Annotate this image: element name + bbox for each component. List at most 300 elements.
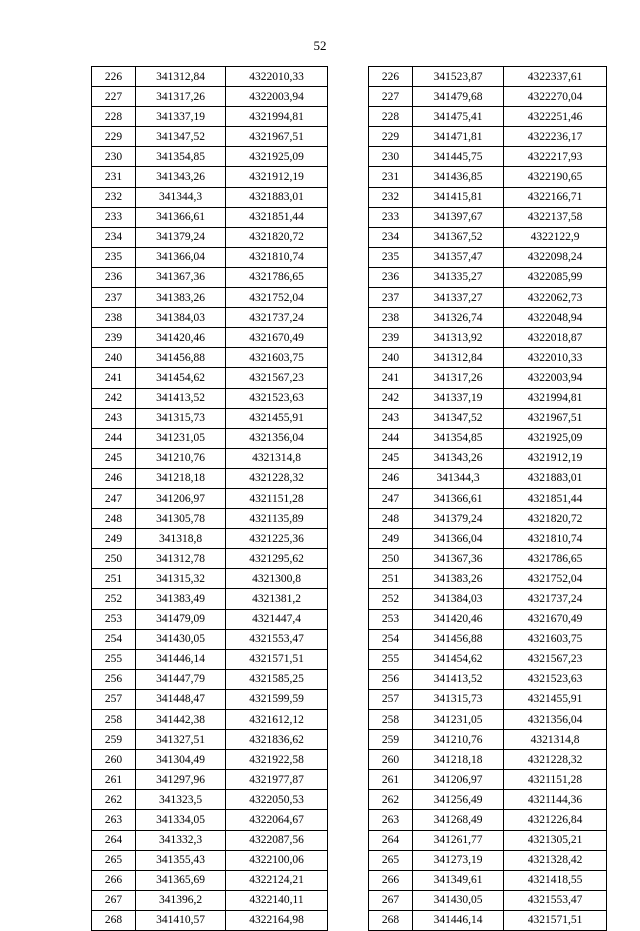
- x-coordinate-cell: 341305,78: [136, 509, 226, 529]
- x-coordinate-cell: 341454,62: [413, 649, 504, 669]
- point-number-cell: 267: [92, 890, 136, 910]
- table-row: [369, 910, 607, 930]
- y-coordinate-cell: 4321994,81: [226, 107, 328, 127]
- table-row: [92, 810, 328, 830]
- point-number-cell: 260: [92, 750, 136, 770]
- point-number-cell: 234: [92, 227, 136, 247]
- table-row: [92, 167, 328, 187]
- y-coordinate-cell: 4322137,58: [504, 207, 607, 227]
- y-coordinate-cell: 4321553,47: [226, 629, 328, 649]
- y-coordinate-cell: 4322062,73: [504, 288, 607, 308]
- table-row: [92, 448, 328, 468]
- y-coordinate-cell: 4321851,44: [226, 207, 328, 227]
- y-coordinate-cell: 4321567,23: [226, 368, 328, 388]
- x-coordinate-cell: 341268,49: [413, 810, 504, 830]
- table-row: [92, 127, 328, 147]
- point-number-cell: 239: [92, 328, 136, 348]
- x-coordinate-cell: 341206,97: [413, 770, 504, 790]
- x-coordinate-cell: 341475,41: [413, 107, 504, 127]
- table-row: [92, 629, 328, 649]
- y-coordinate-cell: 4321737,24: [504, 589, 607, 609]
- y-coordinate-cell: 4321226,84: [504, 810, 607, 830]
- point-number-cell: 252: [92, 589, 136, 609]
- table-row: [369, 348, 607, 368]
- point-number-cell: 242: [369, 388, 413, 408]
- x-coordinate-cell: 341384,03: [136, 308, 226, 328]
- point-number-cell: 230: [369, 147, 413, 167]
- x-coordinate-cell: 341397,67: [413, 207, 504, 227]
- point-number-cell: 226: [369, 67, 413, 87]
- x-coordinate-cell: 341413,52: [136, 388, 226, 408]
- point-number-cell: 266: [92, 870, 136, 890]
- table-row: [369, 730, 607, 750]
- page-number: 52: [313, 38, 327, 53]
- x-coordinate-cell: 341479,68: [413, 87, 504, 107]
- table-row: [369, 750, 607, 770]
- y-coordinate-cell: 4321585,25: [226, 669, 328, 689]
- table-row: [92, 710, 328, 730]
- y-coordinate-cell: 4321922,58: [226, 750, 328, 770]
- y-coordinate-cell: 4321314,8: [226, 448, 328, 468]
- y-coordinate-cell: 4321810,74: [504, 529, 607, 549]
- x-coordinate-cell: 341456,88: [413, 629, 504, 649]
- table-row: [92, 187, 328, 207]
- table-row: [369, 288, 607, 308]
- point-number-cell: 266: [369, 870, 413, 890]
- y-coordinate-cell: 4321612,12: [226, 710, 328, 730]
- table-row: [92, 589, 328, 609]
- table-row: [369, 167, 607, 187]
- y-coordinate-cell: 4321225,36: [226, 529, 328, 549]
- y-coordinate-cell: 4321925,09: [226, 147, 328, 167]
- x-coordinate-cell: 341326,74: [413, 308, 504, 328]
- x-coordinate-cell: 341367,52: [413, 227, 504, 247]
- point-number-cell: 241: [369, 368, 413, 388]
- x-coordinate-cell: 341327,51: [136, 730, 226, 750]
- point-number-cell: 246: [92, 468, 136, 488]
- x-coordinate-cell: 341448,47: [136, 689, 226, 709]
- x-coordinate-cell: 341471,81: [413, 127, 504, 147]
- point-number-cell: 263: [92, 810, 136, 830]
- x-coordinate-cell: 341318,8: [136, 529, 226, 549]
- point-number-cell: 251: [369, 569, 413, 589]
- point-number-cell: 229: [92, 127, 136, 147]
- table-row: [92, 750, 328, 770]
- y-coordinate-cell: 4321836,62: [226, 730, 328, 750]
- point-number-cell: 251: [92, 569, 136, 589]
- table-row: [369, 509, 607, 529]
- table-row: [92, 509, 328, 529]
- y-coordinate-cell: 4322270,04: [504, 87, 607, 107]
- table-row: [92, 910, 328, 930]
- y-coordinate-cell: 4321883,01: [504, 468, 607, 488]
- y-coordinate-cell: 4321912,19: [226, 167, 328, 187]
- x-coordinate-cell: 341383,49: [136, 589, 226, 609]
- y-coordinate-cell: 4322085,99: [504, 267, 607, 287]
- point-number-cell: 227: [92, 87, 136, 107]
- point-number-cell: 256: [92, 669, 136, 689]
- point-number-cell: 235: [369, 247, 413, 267]
- table-row: [92, 147, 328, 167]
- point-number-cell: 231: [92, 167, 136, 187]
- x-coordinate-cell: 341210,76: [413, 730, 504, 750]
- y-coordinate-cell: 4322190,65: [504, 167, 607, 187]
- x-coordinate-cell: 341354,85: [413, 428, 504, 448]
- point-number-cell: 244: [92, 428, 136, 448]
- y-coordinate-cell: 4321786,65: [226, 267, 328, 287]
- y-coordinate-cell: 4321300,8: [226, 569, 328, 589]
- x-coordinate-cell: 341273,19: [413, 850, 504, 870]
- point-number-cell: 268: [92, 910, 136, 930]
- table-row: [369, 468, 607, 488]
- x-coordinate-cell: 341343,26: [136, 167, 226, 187]
- table-row: [369, 890, 607, 910]
- table-row: [92, 87, 328, 107]
- point-number-cell: 239: [369, 328, 413, 348]
- table-row: [92, 107, 328, 127]
- table-row: [92, 830, 328, 850]
- x-coordinate-cell: 341315,32: [136, 569, 226, 589]
- point-number-cell: 242: [92, 388, 136, 408]
- x-coordinate-cell: 341442,38: [136, 710, 226, 730]
- table-row: [92, 569, 328, 589]
- point-number-cell: 259: [369, 730, 413, 750]
- x-coordinate-cell: 341297,96: [136, 770, 226, 790]
- x-coordinate-cell: 341379,24: [136, 227, 226, 247]
- x-coordinate-cell: 341261,77: [413, 830, 504, 850]
- coordinates-table-right: [368, 66, 607, 931]
- y-coordinate-cell: 4321314,8: [504, 730, 607, 750]
- x-coordinate-cell: 341523,87: [413, 67, 504, 87]
- point-number-cell: 226: [92, 67, 136, 87]
- point-number-cell: 237: [369, 288, 413, 308]
- point-number-cell: 232: [92, 187, 136, 207]
- table-row: [92, 529, 328, 549]
- table-row: [369, 147, 607, 167]
- point-number-cell: 250: [92, 549, 136, 569]
- table-row: [369, 770, 607, 790]
- table-row: [369, 428, 607, 448]
- y-coordinate-cell: 4321977,87: [226, 770, 328, 790]
- point-number-cell: 236: [92, 267, 136, 287]
- y-coordinate-cell: 4321994,81: [504, 388, 607, 408]
- table-row: [369, 87, 607, 107]
- table-row: [92, 730, 328, 750]
- table-row: [92, 388, 328, 408]
- point-number-cell: 267: [369, 890, 413, 910]
- y-coordinate-cell: 4321151,28: [226, 488, 328, 508]
- y-coordinate-cell: 4322337,61: [504, 67, 607, 87]
- x-coordinate-cell: 341366,04: [136, 247, 226, 267]
- y-coordinate-cell: 4321599,59: [226, 689, 328, 709]
- x-coordinate-cell: 341210,76: [136, 448, 226, 468]
- table-row: [369, 488, 607, 508]
- table-row: [369, 388, 607, 408]
- table-row: [369, 790, 607, 810]
- table-row: [92, 609, 328, 629]
- y-coordinate-cell: 4322217,93: [504, 147, 607, 167]
- x-coordinate-cell: 341357,47: [413, 247, 504, 267]
- table-row: [92, 890, 328, 910]
- x-coordinate-cell: 341334,05: [136, 810, 226, 830]
- table-row: [92, 67, 328, 87]
- coordinates-table-left-body: [92, 67, 328, 931]
- table-row: [92, 227, 328, 247]
- table-row: [369, 689, 607, 709]
- point-number-cell: 237: [92, 288, 136, 308]
- x-coordinate-cell: 341367,36: [413, 549, 504, 569]
- table-row: [369, 609, 607, 629]
- point-number-cell: 265: [369, 850, 413, 870]
- y-coordinate-cell: 4321553,47: [504, 890, 607, 910]
- x-coordinate-cell: 341415,81: [413, 187, 504, 207]
- point-number-cell: 244: [369, 428, 413, 448]
- point-number-cell: 228: [92, 107, 136, 127]
- x-coordinate-cell: 341335,27: [413, 267, 504, 287]
- table-row: [369, 589, 607, 609]
- table-row: [369, 308, 607, 328]
- point-number-cell: 243: [92, 408, 136, 428]
- x-coordinate-cell: 341413,52: [413, 669, 504, 689]
- y-coordinate-cell: 4322098,24: [504, 247, 607, 267]
- point-number-cell: 262: [369, 790, 413, 810]
- x-coordinate-cell: 341256,49: [413, 790, 504, 810]
- y-coordinate-cell: 4322010,33: [504, 348, 607, 368]
- x-coordinate-cell: 341447,79: [136, 669, 226, 689]
- y-coordinate-cell: 4321144,36: [504, 790, 607, 810]
- x-coordinate-cell: 341312,84: [136, 67, 226, 87]
- point-number-cell: 264: [92, 830, 136, 850]
- y-coordinate-cell: 4321912,19: [504, 448, 607, 468]
- x-coordinate-cell: 341312,84: [413, 348, 504, 368]
- x-coordinate-cell: 341355,43: [136, 850, 226, 870]
- y-coordinate-cell: 4321418,55: [504, 870, 607, 890]
- point-number-cell: 241: [92, 368, 136, 388]
- table-row: [369, 850, 607, 870]
- table-row: [369, 448, 607, 468]
- y-coordinate-cell: 4321356,04: [226, 428, 328, 448]
- point-number-cell: 229: [369, 127, 413, 147]
- x-coordinate-cell: 341354,85: [136, 147, 226, 167]
- point-number-cell: 243: [369, 408, 413, 428]
- point-number-cell: 265: [92, 850, 136, 870]
- y-coordinate-cell: 4321228,32: [504, 750, 607, 770]
- point-number-cell: 259: [92, 730, 136, 750]
- point-number-cell: 232: [369, 187, 413, 207]
- x-coordinate-cell: 341344,3: [136, 187, 226, 207]
- y-coordinate-cell: 4322251,46: [504, 107, 607, 127]
- y-coordinate-cell: 4321810,74: [226, 247, 328, 267]
- y-coordinate-cell: 4321447,4: [226, 609, 328, 629]
- y-coordinate-cell: 4322003,94: [504, 368, 607, 388]
- table-row: [92, 850, 328, 870]
- x-coordinate-cell: 341383,26: [136, 288, 226, 308]
- point-number-cell: 247: [369, 488, 413, 508]
- y-coordinate-cell: 4322140,11: [226, 890, 328, 910]
- point-number-cell: 228: [369, 107, 413, 127]
- y-coordinate-cell: 4321670,49: [504, 609, 607, 629]
- x-coordinate-cell: 341344,3: [413, 468, 504, 488]
- point-number-cell: 254: [369, 629, 413, 649]
- point-number-cell: 258: [92, 710, 136, 730]
- point-number-cell: 248: [92, 509, 136, 529]
- x-coordinate-cell: 341420,46: [413, 609, 504, 629]
- table-row: [369, 127, 607, 147]
- table-row: [92, 267, 328, 287]
- y-coordinate-cell: 4322048,94: [504, 308, 607, 328]
- x-coordinate-cell: 341366,61: [136, 207, 226, 227]
- table-row: [92, 288, 328, 308]
- x-coordinate-cell: 341454,62: [136, 368, 226, 388]
- point-number-cell: 240: [369, 348, 413, 368]
- point-number-cell: 261: [92, 770, 136, 790]
- y-coordinate-cell: 4322018,87: [504, 328, 607, 348]
- point-number-cell: 230: [92, 147, 136, 167]
- table-row: [92, 247, 328, 267]
- x-coordinate-cell: 341420,46: [136, 328, 226, 348]
- point-number-cell: 263: [369, 810, 413, 830]
- y-coordinate-cell: 4321603,75: [226, 348, 328, 368]
- x-coordinate-cell: 341313,92: [413, 328, 504, 348]
- x-coordinate-cell: 341347,52: [136, 127, 226, 147]
- y-coordinate-cell: 4321571,51: [226, 649, 328, 669]
- y-coordinate-cell: 4321820,72: [226, 227, 328, 247]
- table-row: [369, 870, 607, 890]
- point-number-cell: 245: [369, 448, 413, 468]
- x-coordinate-cell: 341323,5: [136, 790, 226, 810]
- point-number-cell: 256: [369, 669, 413, 689]
- point-number-cell: 235: [92, 247, 136, 267]
- point-number-cell: 252: [369, 589, 413, 609]
- x-coordinate-cell: 341315,73: [413, 689, 504, 709]
- x-coordinate-cell: 341446,14: [136, 649, 226, 669]
- y-coordinate-cell: 4322064,67: [226, 810, 328, 830]
- point-number-cell: 250: [369, 549, 413, 569]
- table-row: [369, 187, 607, 207]
- table-row: [369, 368, 607, 388]
- y-coordinate-cell: 4321883,01: [226, 187, 328, 207]
- point-number-cell: 257: [92, 689, 136, 709]
- x-coordinate-cell: 341456,88: [136, 348, 226, 368]
- point-number-cell: 236: [369, 267, 413, 287]
- table-row: [92, 308, 328, 328]
- x-coordinate-cell: 341231,05: [136, 428, 226, 448]
- point-number-cell: 261: [369, 770, 413, 790]
- y-coordinate-cell: 4322164,98: [226, 910, 328, 930]
- y-coordinate-cell: 4322100,06: [226, 850, 328, 870]
- x-coordinate-cell: 341347,52: [413, 408, 504, 428]
- y-coordinate-cell: 4321571,51: [504, 910, 607, 930]
- point-number-cell: 255: [92, 649, 136, 669]
- x-coordinate-cell: 341383,26: [413, 569, 504, 589]
- table-row: [92, 689, 328, 709]
- table-row: [92, 770, 328, 790]
- table-row: [369, 669, 607, 689]
- table-row: [369, 569, 607, 589]
- x-coordinate-cell: 341304,49: [136, 750, 226, 770]
- point-number-cell: 254: [92, 629, 136, 649]
- x-coordinate-cell: 341445,75: [413, 147, 504, 167]
- point-number-cell: 253: [92, 609, 136, 629]
- point-number-cell: 249: [369, 529, 413, 549]
- x-coordinate-cell: 341337,27: [413, 288, 504, 308]
- table-row: [369, 207, 607, 227]
- y-coordinate-cell: 4321295,62: [226, 549, 328, 569]
- x-coordinate-cell: 341430,05: [413, 890, 504, 910]
- x-coordinate-cell: 341218,18: [136, 468, 226, 488]
- y-coordinate-cell: 4321967,51: [504, 408, 607, 428]
- table-row: [369, 710, 607, 730]
- y-coordinate-cell: 4321228,32: [226, 468, 328, 488]
- point-number-cell: 238: [92, 308, 136, 328]
- point-number-cell: 231: [369, 167, 413, 187]
- y-coordinate-cell: 4321523,63: [504, 669, 607, 689]
- y-coordinate-cell: 4322003,94: [226, 87, 328, 107]
- y-coordinate-cell: 4321820,72: [504, 509, 607, 529]
- x-coordinate-cell: 341332,3: [136, 830, 226, 850]
- point-number-cell: 248: [369, 509, 413, 529]
- point-number-cell: 257: [369, 689, 413, 709]
- x-coordinate-cell: 341366,04: [413, 529, 504, 549]
- table-row: [92, 549, 328, 569]
- y-coordinate-cell: 4321786,65: [504, 549, 607, 569]
- point-number-cell: 249: [92, 529, 136, 549]
- x-coordinate-cell: 341366,61: [413, 488, 504, 508]
- x-coordinate-cell: 341410,57: [136, 910, 226, 930]
- table-row: [369, 529, 607, 549]
- point-number-cell: 255: [369, 649, 413, 669]
- table-row: [369, 830, 607, 850]
- point-number-cell: 262: [92, 790, 136, 810]
- x-coordinate-cell: 341231,05: [413, 710, 504, 730]
- x-coordinate-cell: 341396,2: [136, 890, 226, 910]
- table-row: [92, 468, 328, 488]
- table-row: [92, 649, 328, 669]
- point-number-cell: 245: [92, 448, 136, 468]
- point-number-cell: 234: [369, 227, 413, 247]
- y-coordinate-cell: 4321851,44: [504, 488, 607, 508]
- y-coordinate-cell: 4322050,53: [226, 790, 328, 810]
- table-row: [92, 408, 328, 428]
- point-number-cell: 258: [369, 710, 413, 730]
- table-row: [92, 669, 328, 689]
- y-coordinate-cell: 4322166,71: [504, 187, 607, 207]
- x-coordinate-cell: 341315,73: [136, 408, 226, 428]
- x-coordinate-cell: 341384,03: [413, 589, 504, 609]
- y-coordinate-cell: 4321967,51: [226, 127, 328, 147]
- table-row: [369, 549, 607, 569]
- table-row: [92, 790, 328, 810]
- table-row: [369, 328, 607, 348]
- y-coordinate-cell: 4321151,28: [504, 770, 607, 790]
- y-coordinate-cell: 4321737,24: [226, 308, 328, 328]
- point-number-cell: 264: [369, 830, 413, 850]
- y-coordinate-cell: 4321567,23: [504, 649, 607, 669]
- table-row: [369, 267, 607, 287]
- point-number-cell: 233: [92, 207, 136, 227]
- y-coordinate-cell: 4322236,17: [504, 127, 607, 147]
- x-coordinate-cell: 341479,09: [136, 609, 226, 629]
- table-row: [369, 649, 607, 669]
- point-number-cell: 233: [369, 207, 413, 227]
- x-coordinate-cell: 341337,19: [413, 388, 504, 408]
- table-row: [92, 207, 328, 227]
- coordinates-table-right-body: [369, 67, 607, 931]
- y-coordinate-cell: 4321925,09: [504, 428, 607, 448]
- table-row: [92, 348, 328, 368]
- x-coordinate-cell: 341430,05: [136, 629, 226, 649]
- y-coordinate-cell: 4321752,04: [226, 288, 328, 308]
